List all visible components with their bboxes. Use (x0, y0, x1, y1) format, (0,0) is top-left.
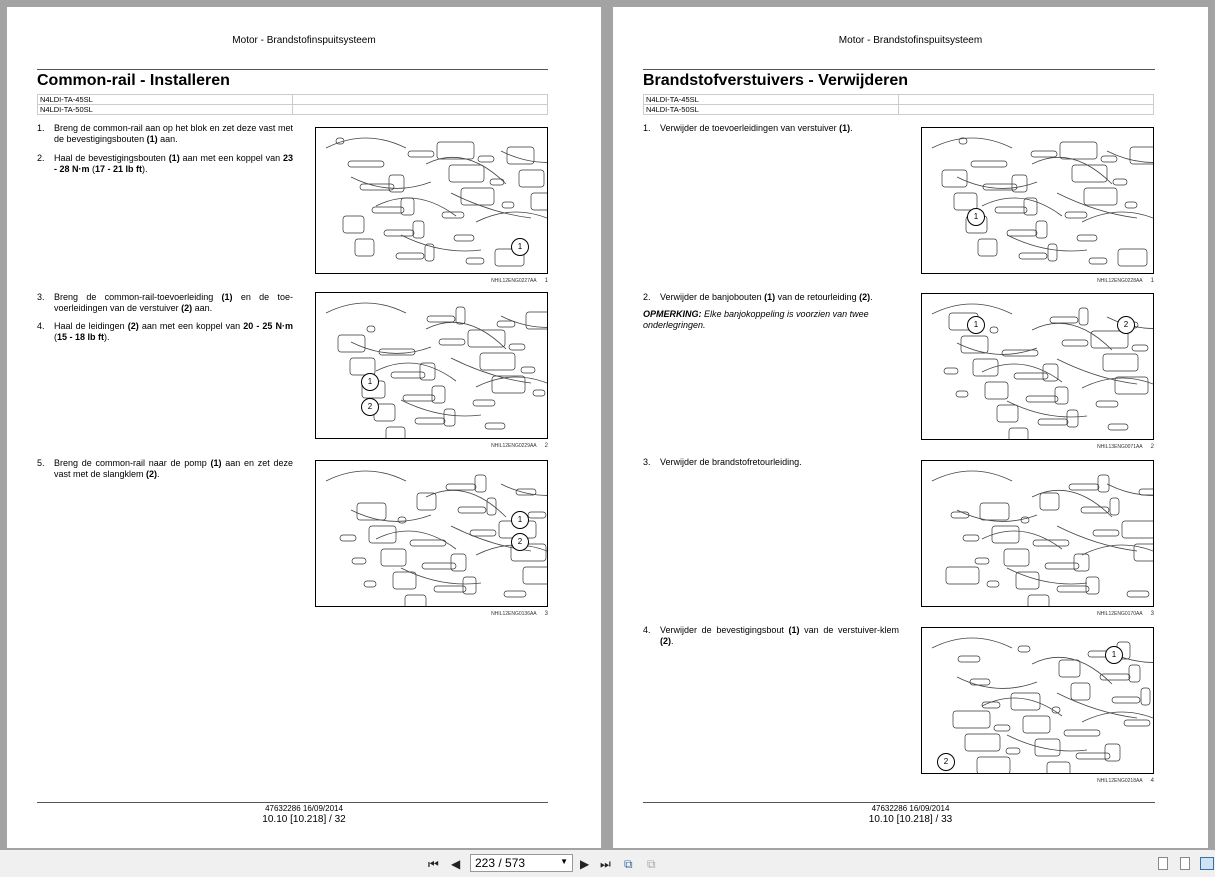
model-row (644, 95, 1154, 105)
callout-1: 1 (967, 208, 985, 226)
step-text: Verwijder de brandstofretourleiding. (660, 457, 802, 467)
engine-illustration (921, 293, 1154, 440)
step-text: (2) (660, 636, 671, 646)
engine-illustration (921, 127, 1154, 274)
first-page-button[interactable]: ⏮ (428, 857, 439, 871)
step-number: 4. (643, 625, 651, 635)
engine-drawing (922, 128, 1154, 274)
step-text: en de toe-voerleidingen van de verstuiver (54, 292, 294, 313)
callout-1: 1 (1105, 646, 1123, 664)
step-number: 2. (37, 153, 45, 163)
figure-number: 1 (544, 278, 548, 284)
note-label: OPMERKING: (643, 309, 702, 319)
step-text: ( (89, 164, 96, 174)
callout-1: 1 (511, 511, 529, 529)
step-text: van de verstuiver-klem (799, 625, 899, 635)
step-text: 15 - 18 lb ft (57, 332, 105, 342)
step-text: Haal de bevestigingsbouten (54, 153, 169, 163)
figure-caption (921, 611, 1154, 617)
instruction-step (37, 153, 293, 175)
figure-code: NHIL12ENG0227AA (491, 278, 537, 284)
instruction-step (643, 625, 899, 647)
step-number: 4. (37, 321, 45, 331)
callout-2: 2 (511, 533, 529, 551)
figure-number: 3 (544, 611, 548, 617)
instruction-step (643, 457, 899, 468)
continuous-view-icon[interactable] (1180, 857, 1190, 870)
step-text: (2) (146, 469, 158, 479)
page-header: Motor - Brandstofinspuitsysteem (232, 35, 376, 46)
step-text: . (671, 636, 674, 646)
engine-drawing (316, 461, 548, 607)
step-text: Breng de common-rail-toevoerleiding (54, 292, 222, 302)
footer-rule (37, 802, 548, 803)
step-text: (1) (221, 292, 233, 302)
engine-illustration (921, 627, 1154, 774)
callout-2: 2 (361, 398, 379, 416)
last-page-button[interactable]: ⏭ (600, 857, 611, 871)
figure-code: NHIL12ENG0229AA (491, 443, 537, 449)
figure-caption (921, 278, 1154, 284)
single-page-view-icon[interactable] (1158, 857, 1168, 870)
page-indicator: 223 / 573 (475, 856, 526, 870)
figure-caption (315, 278, 548, 284)
section-title: Brandstofverstuivers - Verwijderen (643, 72, 908, 89)
step-text: (1) (168, 153, 180, 163)
step-text: aan met een koppel van (138, 321, 244, 331)
step-text: (2) (859, 292, 871, 302)
step-number: 1. (643, 123, 651, 133)
model-name: N4LDI-TA-45SL (38, 95, 293, 105)
note (643, 309, 899, 331)
model-cell-empty (899, 95, 1154, 105)
model-name: N4LDI-TA-50SL (38, 105, 293, 115)
engine-drawing (316, 293, 548, 439)
figure-code: NHIL12ENG0228AA (1097, 278, 1143, 284)
figure-code: NHIL12ENG0170AA (1097, 611, 1143, 617)
model-name: N4LDI-TA-50SL (644, 105, 899, 115)
step-text: (2) (127, 321, 139, 331)
section-title: Common-rail - Installeren (37, 72, 230, 89)
model-cell-empty (293, 105, 548, 115)
engine-illustration (315, 460, 548, 607)
engine-drawing (922, 294, 1154, 440)
step-text: (2) (181, 303, 193, 313)
step-number: 3. (37, 292, 45, 302)
page-number-input[interactable] (470, 854, 573, 872)
next-page-button[interactable]: ▶ (580, 857, 590, 871)
page-left (7, 7, 601, 848)
figure-code: NHIL13ENG0071AA (1097, 444, 1143, 450)
engine-illustration (921, 460, 1154, 607)
instruction-step (37, 321, 293, 343)
footer-doc-info: 47632286 16/09/2014 (265, 804, 343, 813)
footer-page-number: 10.10 [10.218] / 33 (868, 814, 953, 825)
footer-doc-info: 47632286 16/09/2014 (871, 804, 950, 813)
engine-drawing (922, 461, 1154, 607)
figure-number: 2 (544, 443, 548, 449)
step-text: aan. (192, 303, 213, 313)
engine-illustration (315, 127, 548, 274)
previous-page-button[interactable]: ◀ (451, 857, 461, 871)
two-page-view-icon[interactable] (1200, 857, 1214, 870)
step-number: 1. (37, 123, 45, 133)
step-number: 5. (37, 458, 45, 468)
model-name: N4LDI-TA-45SL (644, 95, 899, 105)
figure-caption (315, 611, 548, 617)
copy-icon[interactable]: ⧉ (624, 857, 633, 871)
figure-code: NHIL12ENG0136AA (491, 611, 537, 617)
step-text: Breng de common-rail aan op het blok en zet deze vast met de bevestigingsbouten (54, 123, 293, 144)
figure-number: 1 (1150, 278, 1154, 284)
step-text: aan. (157, 134, 178, 144)
instruction-step (37, 292, 293, 314)
model-table (37, 94, 548, 115)
instruction-step (643, 123, 899, 134)
callout-2: 2 (1117, 316, 1135, 334)
figure-number: 4 (1150, 778, 1154, 784)
engine-illustration (315, 292, 548, 439)
step-number: 3. (643, 457, 651, 467)
step-text: Verwijder de bevestigingsbout (660, 625, 789, 635)
step-text: 23 - 28 N·m (54, 153, 293, 174)
step-text: aan met een koppel van (179, 153, 283, 163)
header-rule (643, 69, 1155, 70)
footer-rule (643, 802, 1155, 803)
step-text: . (850, 123, 853, 133)
model-table (643, 94, 1154, 115)
instruction-step (37, 458, 293, 480)
figure-number: 3 (1150, 611, 1154, 617)
figure-number: 2 (1150, 444, 1154, 450)
step-text: ). (104, 332, 110, 342)
figure-caption (315, 443, 548, 449)
model-cell-empty (899, 105, 1154, 115)
page-header: Motor - Brandstofinspuitsysteem (838, 35, 983, 46)
figure-caption (921, 778, 1154, 784)
callout-1: 1 (361, 373, 379, 391)
step-text: ). (142, 164, 148, 174)
model-cell-empty (293, 95, 548, 105)
step-text: (1) (146, 134, 158, 144)
header-rule (37, 69, 548, 70)
chevron-down-icon[interactable]: ▼ (560, 857, 568, 866)
step-text: 17 - 21 lb ft (95, 164, 143, 174)
model-row (644, 105, 1154, 115)
figure-code: NHIL12ENG0218AA (1097, 778, 1143, 784)
figure-caption (921, 444, 1154, 450)
note-text: Elke banjokoppeling is voorzien van twee onderlegringen. (643, 309, 869, 330)
step-text: aan en zet deze vast met de slangklem (54, 458, 293, 479)
step-text: (1) (210, 458, 222, 468)
footer-page-number: 10.10 [10.218] / 32 (262, 814, 346, 825)
step-text: Verwijder de toevoerleidingen van verstuiver (660, 123, 840, 133)
step-number: 2. (643, 292, 651, 302)
instruction-step (37, 123, 293, 145)
step-text: (1) (839, 123, 851, 133)
step-text: 20 - 25 N·m (243, 321, 293, 331)
callout-1: 1 (967, 316, 985, 334)
step-text: ( (54, 332, 57, 342)
step-text: . (157, 469, 160, 479)
step-text: van de retourleiding (775, 292, 860, 302)
page-right (613, 7, 1208, 848)
callout-1: 1 (511, 238, 529, 256)
instruction-step (643, 292, 899, 303)
model-row (38, 105, 548, 115)
step-text: Verwijder de banjobouten (660, 292, 765, 302)
model-row (38, 95, 548, 105)
callout-2: 2 (937, 753, 955, 771)
step-text: Haal de leidingen (54, 321, 128, 331)
step-text: (1) (788, 625, 800, 635)
paste-icon[interactable]: ⧉ (647, 857, 656, 871)
step-text: (1) (764, 292, 776, 302)
step-text: . (870, 292, 873, 302)
step-text: Breng de common-rail naar de pomp (54, 458, 211, 468)
viewer-toolbar (0, 850, 1215, 877)
